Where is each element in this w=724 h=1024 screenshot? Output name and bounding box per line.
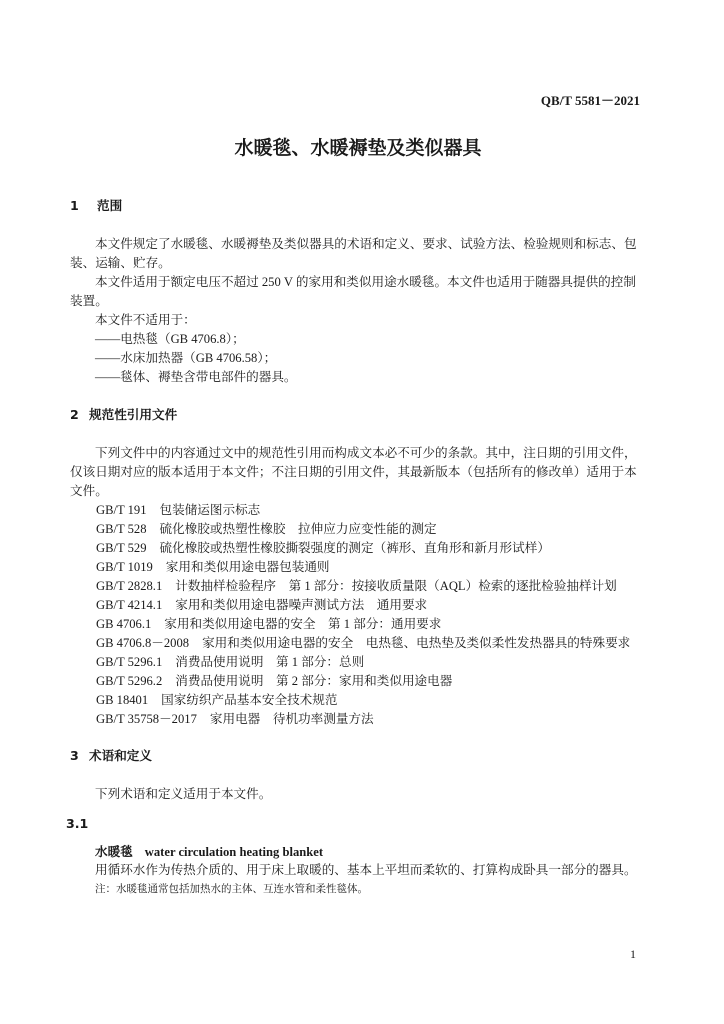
reference-item bbox=[70, 653, 637, 672]
reference-code: GB/T 35758－2017 bbox=[96, 712, 197, 726]
section-title: 范围 bbox=[97, 198, 123, 213]
reference-code: GB/T 1019 bbox=[96, 560, 153, 574]
exclusion-list-item: ——水床加热器（GB 4706.58）； bbox=[95, 351, 277, 365]
document-title: 水暖毯、水暖褥垫及类似器具 bbox=[234, 137, 482, 159]
reference-title: 消费品使用说明 第 2 部分：家用和类似用途电器 bbox=[175, 674, 453, 688]
section-number: 2 bbox=[70, 407, 79, 422]
reference-title: 计数抽样检验程序 第 1 部分：按接收质量限（AQL）检索的逐批检验抽样计划 bbox=[175, 579, 617, 593]
body-text-line: 下列文件中的内容通过文中的规范性引用而构成文本必不可少的条款。其中，注日期的引用文件， bbox=[95, 446, 637, 460]
terms-intro bbox=[70, 785, 271, 804]
reference-title: 硫化橡胶或热塑性橡胶 拉伸应力应变性能的测定 bbox=[159, 522, 437, 536]
reference-code: GB/T 191 bbox=[96, 503, 147, 517]
section-number: 1 bbox=[70, 198, 79, 213]
reference-code: GB 18401 bbox=[96, 693, 149, 707]
reference-code: GB/T 528 bbox=[96, 522, 147, 536]
reference-item bbox=[70, 539, 637, 558]
reference-item bbox=[70, 596, 637, 615]
reference-item bbox=[70, 672, 637, 691]
reference-item bbox=[70, 615, 637, 634]
page-number: 1 bbox=[630, 947, 636, 961]
reference-title: 家用和类似用途电器噪声测试方法 通用要求 bbox=[175, 598, 428, 612]
reference-title: 包装储运图示标志 bbox=[159, 503, 261, 517]
reference-title: 国家纺织产品基本安全技术规范 bbox=[161, 693, 338, 707]
reference-code: GB/T 5296.1 bbox=[96, 655, 163, 669]
reference-title: 消费品使用说明 第 1 部分：总则 bbox=[175, 655, 365, 669]
reference-code: GB 4706.1 bbox=[96, 617, 152, 631]
section-heading-scope bbox=[70, 196, 122, 215]
scope-body bbox=[70, 235, 637, 387]
body-text-line: 本文件规定了水暖毯、水暖褥垫及类似器具的术语和定义、要求、试验方法、检验规则和标志、包 bbox=[95, 237, 637, 251]
section-heading-normative-references bbox=[70, 405, 177, 424]
section-number: 3 bbox=[70, 748, 79, 763]
reference-title: 家用电器 待机功率测量方法 bbox=[209, 712, 374, 726]
reference-item bbox=[70, 558, 637, 577]
section-title: 术语和定义 bbox=[89, 748, 152, 763]
reference-code: GB/T 5296.2 bbox=[96, 674, 163, 688]
body-text-line: 仅该日期对应的版本适用于本文件；不注日期的引用文件，其最新版本（包括所有的修改单）适用于本 bbox=[70, 465, 637, 479]
standard-number: QB/T 5581－2021 bbox=[540, 93, 640, 108]
reference-title: 家用和类似用途电器的安全 第 1 部分：通用要求 bbox=[164, 617, 442, 631]
reference-item bbox=[70, 520, 637, 539]
body-text-line: 装、运输、贮存。 bbox=[70, 256, 171, 270]
reference-code: GB/T 2828.1 bbox=[96, 579, 163, 593]
reference-code: GB/T 4214.1 bbox=[96, 598, 163, 612]
exclusion-list-item: ——电热毯（GB 4706.8）； bbox=[95, 332, 245, 346]
body-text-line: 本文件适用于额定电压不超过 250 V 的家用和类似用途水暖毯。本文件也适用于随器具提供的控制 bbox=[95, 275, 636, 289]
body-text-line: 装置。 bbox=[70, 294, 108, 308]
exclusion-list-item: ——毯体、褥垫含带电部件的器具。 bbox=[95, 370, 297, 384]
term-line bbox=[70, 842, 637, 861]
reference-item bbox=[70, 501, 637, 520]
section-heading-terms-definitions bbox=[70, 746, 152, 765]
clause-number: 3.1 bbox=[66, 816, 89, 831]
reference-title: 家用和类似用途电器的安全 电热毯、电热垫及类似柔性发热器具的特殊要求 bbox=[202, 636, 631, 650]
term-entry bbox=[70, 842, 637, 899]
term-note: 注：水暖毯通常包括加热水的主体、互连水管和柔性毯体。 bbox=[95, 884, 368, 895]
body-text-line: 本文件不适用于： bbox=[95, 313, 196, 327]
term-chinese: 水暖毯 bbox=[95, 844, 133, 859]
reference-item bbox=[70, 634, 637, 653]
reference-item bbox=[70, 691, 637, 710]
body-text-line: 下列术语和定义适用于本文件。 bbox=[95, 787, 272, 801]
term-definition: 用循环水作为传热介质的、用于床上取暖的、基本上平坦而柔软的、打算构成卧具一部分的器具。 bbox=[95, 863, 637, 877]
reference-code: GB 4706.8－2008 bbox=[96, 636, 190, 650]
reference-item bbox=[70, 577, 637, 596]
reference-title: 硫化橡胶或热塑性橡胶撕裂强度的测定（裤形、直角形和新月形试样） bbox=[159, 541, 550, 555]
term-english: water circulation heating blanket bbox=[144, 845, 324, 859]
normative-references-body bbox=[70, 444, 637, 729]
reference-title: 家用和类似用途电器包装通则 bbox=[165, 560, 330, 574]
reference-item bbox=[70, 710, 637, 729]
reference-code: GB/T 529 bbox=[96, 541, 147, 555]
body-text-line: 文件。 bbox=[70, 484, 108, 498]
section-title: 规范性引用文件 bbox=[89, 407, 178, 422]
